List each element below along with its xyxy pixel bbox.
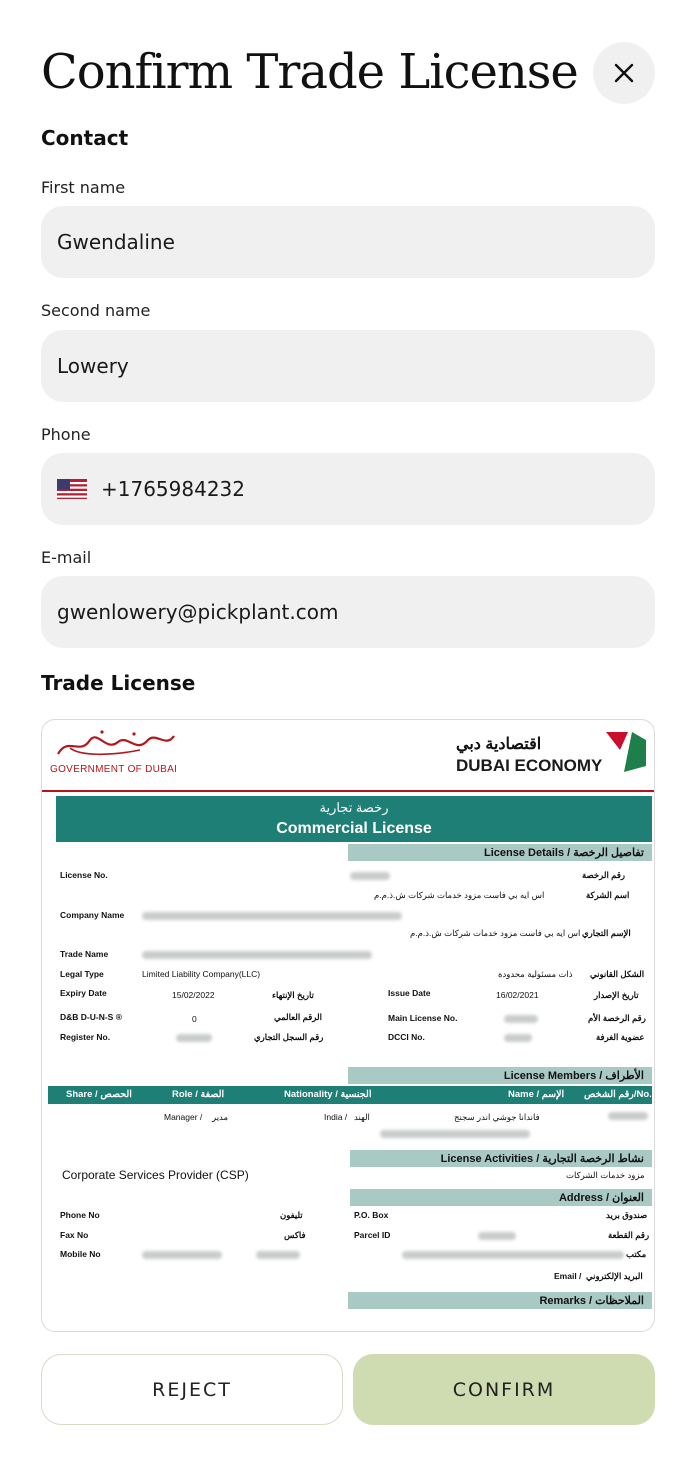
- phone-label: Phone: [41, 425, 91, 444]
- header-divider: [42, 790, 655, 792]
- expiry-value: 15/02/2022: [172, 990, 215, 1000]
- expiry-label: Expiry Date: [60, 988, 107, 998]
- duns-ar: الرقم العالمي: [274, 1012, 322, 1022]
- parcel-id-label: Parcel ID: [354, 1230, 391, 1240]
- parcel-id-value: [478, 1232, 516, 1240]
- eco-arabic-name: اقتصادية دبي: [456, 736, 542, 753]
- eco-name: DUBAI ECONOMY: [456, 756, 603, 775]
- license-no-label: License No.: [60, 870, 108, 880]
- dcci-ar: عضوية الغرفة: [596, 1032, 645, 1042]
- trade-name-value: [142, 951, 372, 959]
- email-doc-ar: البريد الإلكتروني: [586, 1271, 643, 1281]
- register-label: Register No.: [60, 1032, 111, 1042]
- phone-no-ar: تليفون: [280, 1210, 303, 1220]
- email-label: E-mail: [41, 548, 92, 567]
- second-name-label: Second name: [41, 301, 151, 320]
- main-license-ar: رقم الرخصة الأم: [588, 1013, 646, 1023]
- fax-no-label: Fax No: [60, 1230, 89, 1240]
- remarks-bar: Remarks / الملاحظات: [348, 1292, 652, 1309]
- mobile-no-value-ar: [256, 1251, 300, 1259]
- issue-label: Issue Date: [388, 988, 431, 998]
- license-members-bar: License Members / الأطراف: [348, 1067, 652, 1084]
- close-icon: [613, 62, 635, 84]
- license-details-bar: License Details / تفاصيل الرخصة: [348, 844, 652, 861]
- legal-type-ar: الشكل القانوني: [590, 969, 645, 979]
- member-nationality: India /: [324, 1112, 348, 1122]
- first-name-field[interactable]: [41, 206, 655, 278]
- col-no: رقم الشخص/No.: [584, 1089, 652, 1100]
- office-address-value: [402, 1251, 624, 1259]
- issue-value: 16/02/2021: [496, 990, 539, 1000]
- license-activities-bar: License Activities / نشاط الرخصة التجارية: [350, 1150, 652, 1167]
- col-name: Name / الإسم: [508, 1089, 565, 1100]
- duns-value: 0: [192, 1014, 197, 1024]
- license-image: [42, 720, 654, 1331]
- mobile-no-label: Mobile No: [60, 1249, 101, 1259]
- issue-ar: تاريخ الإصدار: [594, 990, 639, 1000]
- banner-title: Commercial License: [276, 820, 432, 837]
- phone-field[interactable]: [41, 453, 655, 525]
- activity-en: Corporate Services Provider (CSP): [62, 1168, 249, 1182]
- member-no: [608, 1112, 648, 1120]
- col-share: Share / الحصص: [66, 1089, 132, 1100]
- license-no-ar: رقم الرخصة: [582, 870, 626, 880]
- us-flag-icon[interactable]: [57, 479, 87, 499]
- member-role: Manager /: [164, 1112, 203, 1122]
- confirm-button[interactable]: CONFIRM: [353, 1354, 655, 1425]
- main-license-value: [504, 1015, 538, 1023]
- main-license-label: Main License No.: [388, 1013, 458, 1023]
- banner-arabic: رخصة تجارية: [319, 800, 389, 815]
- dubai-economy-logo: [602, 726, 650, 776]
- legal-type-value: Limited Liability Company(LLC): [142, 969, 261, 979]
- trade-ar-value: اس ايه بي فاست مزود خدمات شركات ش.ذ.م.م: [410, 928, 581, 938]
- first-name-label: First name: [41, 178, 126, 197]
- col-nationality: Nationality / الجنسية: [284, 1089, 372, 1100]
- member-nationality-ar: الهند: [354, 1112, 370, 1122]
- trade-license-section-title: Trade License: [41, 671, 196, 695]
- phone-input[interactable]: [101, 477, 655, 501]
- expiry-ar: تاريخ الإنتهاء: [272, 990, 314, 1000]
- email-doc-label: Email /: [554, 1271, 582, 1281]
- phone-no-label: Phone No: [60, 1210, 100, 1220]
- company-name-value: [142, 912, 402, 920]
- email-field[interactable]: [41, 576, 655, 648]
- po-box-label: P.O. Box: [354, 1210, 389, 1220]
- second-name-input[interactable]: [57, 354, 655, 378]
- trade-license-document[interactable]: [41, 719, 655, 1332]
- dialog-title: Confirm Trade License: [41, 44, 578, 100]
- dcci-label: DCCI No.: [388, 1032, 425, 1042]
- parcel-id-ar: رقم القطعة: [608, 1230, 650, 1240]
- contact-section-title: Contact: [41, 126, 129, 150]
- address-bar: Address / العنوان: [350, 1189, 652, 1206]
- dcci-value: [504, 1034, 532, 1042]
- member-name-ar: فاندانا جوشي اندر سجنج: [454, 1112, 540, 1122]
- duns-label: D&B D-U-N-S ®: [60, 1012, 122, 1022]
- second-name-field[interactable]: [41, 330, 655, 402]
- member-name-en: [380, 1130, 530, 1138]
- member-role-ar: مدير: [212, 1112, 229, 1122]
- government-of-dubai-logo: [50, 726, 180, 762]
- legal-type-ar-value: ذات مسئولية محدودة: [498, 969, 573, 979]
- office-ar: مكتب: [626, 1249, 647, 1259]
- register-value: [176, 1034, 212, 1042]
- company-ar-value: اس ايه بي فاست مزود خدمات شركات ش.ذ.م.م: [374, 890, 545, 900]
- email-input[interactable]: [57, 600, 655, 624]
- legal-type-label: Legal Type: [60, 969, 104, 979]
- fax-no-ar: فاكس: [284, 1230, 306, 1240]
- first-name-input[interactable]: [57, 230, 655, 254]
- trade-name-ar: الإسم التجاري: [582, 928, 631, 938]
- mobile-no-value: [142, 1251, 222, 1259]
- company-name-ar: اسم الشركة: [586, 890, 630, 900]
- trade-name-label: Trade Name: [60, 949, 109, 959]
- company-name-label: Company Name: [60, 910, 125, 920]
- register-ar: رقم السجل التجاري: [254, 1032, 324, 1042]
- col-role: Role / الصفة: [172, 1089, 225, 1100]
- activity-ar: مزود خدمات الشركات: [566, 1170, 645, 1180]
- close-button[interactable]: [593, 42, 655, 104]
- license-no-value: [350, 872, 390, 880]
- gov-name: GOVERNMENT OF DUBAI: [50, 764, 178, 775]
- reject-button[interactable]: REJECT: [41, 1354, 343, 1425]
- po-box-ar: صندوق بريد: [606, 1210, 648, 1220]
